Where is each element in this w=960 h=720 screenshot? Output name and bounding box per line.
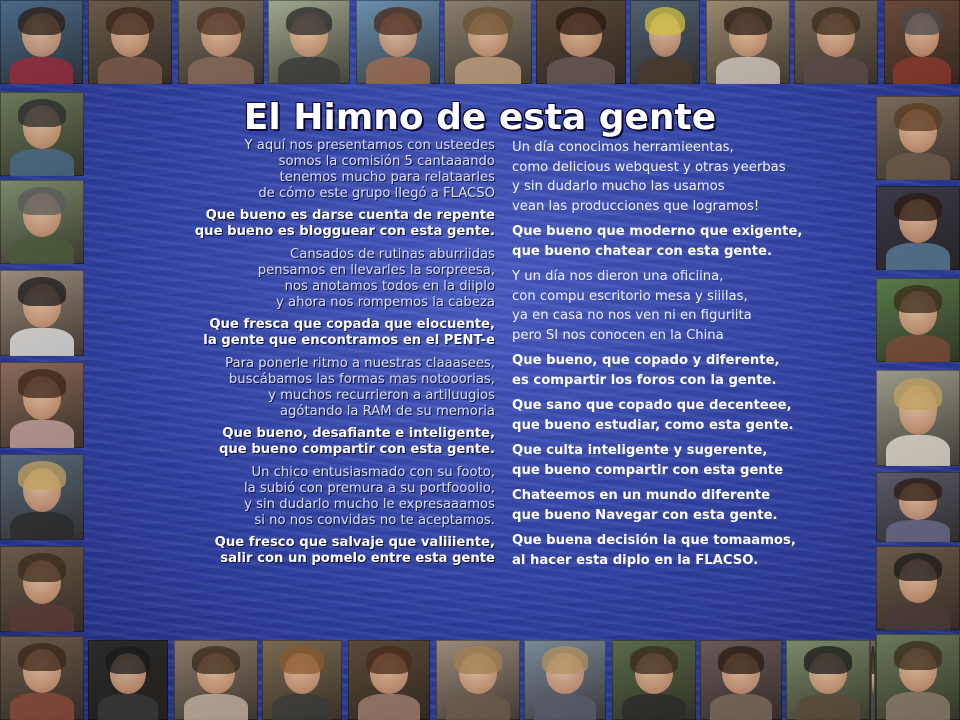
lyric-line: nos anotamos todos en la diiplo xyxy=(284,279,495,294)
photo-person-body xyxy=(446,694,510,720)
chorus-stanza xyxy=(130,535,495,567)
photo-bottom-6 xyxy=(436,640,520,720)
photo-person-hair xyxy=(192,646,239,673)
verse-stanza xyxy=(512,138,842,216)
photo-top-3 xyxy=(178,0,264,84)
photo-person-hair xyxy=(894,193,941,222)
lyric-line: Que fresco que salvaje que valiiiente, xyxy=(214,535,495,550)
chorus-stanza xyxy=(130,317,495,349)
lyric-line: vean las producciones que logramos! xyxy=(512,198,760,214)
photo-person-hair xyxy=(894,103,941,132)
lyric-line: pero SI nos conocen en la China xyxy=(512,327,724,343)
lyric-line: de cómo este grupo llegó a FLACSO xyxy=(258,186,495,201)
photo-person-hair xyxy=(197,7,245,36)
lyric-line: salir con un pomelo entre esta gente xyxy=(220,551,495,566)
lyric-line: Y aquí nos presentamos con usteedes xyxy=(244,138,495,153)
lyric-line: Para ponerle ritmo a nuestras claaasees, xyxy=(225,356,495,371)
lyric-line: que bueno estudiar, como esta gente. xyxy=(512,417,794,433)
photo-person-hair xyxy=(894,285,941,314)
photo-person-hair xyxy=(18,369,65,398)
lyric-line: pensamos en llevarles la sorpreesa, xyxy=(257,263,495,278)
photo-right-5 xyxy=(876,472,960,542)
photo-person-hair xyxy=(366,646,412,673)
photo-right-2 xyxy=(876,186,960,270)
lyric-line: Que bueno que moderno que exigente, xyxy=(512,224,803,239)
photo-person-hair xyxy=(18,7,64,36)
lyric-line: que bueno chatear con esta gente. xyxy=(512,243,772,259)
photo-bottom-4 xyxy=(262,640,342,720)
photo-person-hair xyxy=(894,553,941,582)
lyric-line: y muchos recurrieron a artiluugios xyxy=(268,388,495,403)
photo-person-body xyxy=(366,57,430,84)
verse-stanza xyxy=(130,356,495,420)
lyrics-right-column xyxy=(512,138,842,576)
photo-top-2 xyxy=(88,0,172,84)
photo-bottom-8 xyxy=(612,640,696,720)
photo-person-hair xyxy=(718,646,764,673)
photo-bottom-10 xyxy=(786,640,870,720)
lyric-line: con compu escritorio mesa y siiilas, xyxy=(512,288,748,304)
verse-stanza xyxy=(130,138,495,202)
lyric-line: Que fresca que copada que elocuente, xyxy=(209,317,495,332)
lyric-line: Chateemos en un mundo diferente xyxy=(512,488,771,503)
photo-person-hair xyxy=(894,378,941,411)
photo-left-3 xyxy=(0,270,84,356)
photo-person-body xyxy=(358,694,420,720)
photo-person-body xyxy=(534,694,596,720)
photo-bottom-3 xyxy=(174,640,258,720)
chorus-stanza xyxy=(512,351,842,390)
photo-person-body xyxy=(886,153,950,180)
chorus-stanza xyxy=(512,486,842,525)
photo-person-body xyxy=(716,57,780,84)
photo-top-7 xyxy=(536,0,626,84)
photo-person-hair xyxy=(106,646,151,673)
lyric-line: y sin dudarlo mucho le expresaaamos xyxy=(244,497,495,512)
photo-person-hair xyxy=(18,99,65,128)
photo-person-body xyxy=(188,57,253,84)
photo-person-body xyxy=(278,57,340,84)
photo-person-body xyxy=(10,420,74,448)
chorus-stanza xyxy=(512,531,842,570)
lyric-line: ya en casa no nos ven ni en figuriita xyxy=(512,308,752,323)
lyric-line: y ahora nos rompemos la cabeza xyxy=(276,295,495,310)
photo-person-hair xyxy=(18,277,65,306)
chorus-stanza xyxy=(130,426,495,458)
photo-left-5 xyxy=(0,454,84,540)
lyric-line: buscábamos las formas mas notooorias, xyxy=(228,372,495,387)
photo-person-hair xyxy=(630,646,677,673)
photo-left-2 xyxy=(0,180,84,264)
photo-person-hair xyxy=(894,641,941,670)
lyric-line: que bueno compartir con esta gente. xyxy=(218,442,495,457)
photo-person-body xyxy=(886,520,950,542)
lyric-line: la subió con premura a su portfooolio, xyxy=(243,481,495,496)
photo-person-hair xyxy=(901,7,944,36)
photo-person-hair xyxy=(280,646,325,673)
lyric-line: es compartir los foros con la gente. xyxy=(512,372,777,388)
photo-bottom-5 xyxy=(348,640,430,720)
lyric-line: que bueno compartir con esta gente xyxy=(512,462,784,478)
photo-person-body xyxy=(10,693,74,720)
lyric-line: Que buena decisión la que tomaamos, xyxy=(512,533,796,548)
photo-person-body xyxy=(272,694,333,720)
photo-top-1 xyxy=(0,0,83,84)
photo-person-hair xyxy=(18,553,65,582)
lyric-line: Y un día nos dieron una oficiina, xyxy=(512,269,724,284)
lyric-line: Que culta inteligente y sugerente, xyxy=(512,443,768,458)
photo-person-body xyxy=(10,604,74,632)
photo-person-body xyxy=(622,694,686,720)
lyric-line: Un día conocimos herramieentas, xyxy=(512,140,734,155)
photo-person-body xyxy=(804,57,868,84)
photo-person-body xyxy=(710,694,772,720)
photo-person-body xyxy=(10,149,74,176)
lyric-line: Que bueno, desafiante e inteligente, xyxy=(222,426,495,441)
photo-person-body xyxy=(871,694,876,720)
photo-person-hair xyxy=(18,643,65,672)
lyric-line: somos la comisión 5 cantaaando xyxy=(278,154,495,169)
chorus-stanza xyxy=(512,441,842,480)
photo-person-body xyxy=(886,692,950,720)
photo-top-11 xyxy=(884,0,960,84)
photo-person-hair xyxy=(556,7,606,36)
photo-person-hair xyxy=(542,646,588,673)
photo-right-3 xyxy=(876,278,960,362)
photo-person-hair xyxy=(871,646,874,673)
photo-top-6 xyxy=(444,0,532,84)
photo-person-hair xyxy=(18,461,65,490)
photo-bottom-1 xyxy=(0,636,84,720)
lyric-line: agótando la RAM de su memoria xyxy=(279,404,495,419)
photo-right-1 xyxy=(876,96,960,180)
verse-stanza xyxy=(130,465,495,529)
chorus-stanza xyxy=(512,396,842,435)
photo-top-8 xyxy=(630,0,700,84)
lyric-line: tenemos mucho para relataarles xyxy=(279,170,495,185)
lyric-line: la gente que encontramos en el PENT-e xyxy=(203,333,495,348)
photo-person-body xyxy=(10,328,74,356)
lyric-line: que bueno es blogguear con esta gente. xyxy=(194,224,495,239)
photo-person-body xyxy=(886,335,950,362)
photo-person-body xyxy=(184,694,248,720)
photo-person-body xyxy=(10,57,73,84)
photo-person-body xyxy=(98,694,159,720)
photo-person-body xyxy=(893,57,951,84)
photo-bottom-7 xyxy=(524,640,606,720)
lyrics-left-column xyxy=(130,138,495,574)
photo-person-body xyxy=(455,57,522,84)
verse-stanza xyxy=(130,247,495,311)
lyric-line: y sin dudarlo mucho las usamos xyxy=(512,179,725,194)
verse-stanza xyxy=(512,267,842,345)
photo-person-hair xyxy=(463,7,512,36)
photo-person-hair xyxy=(804,646,851,673)
photo-bottom-9 xyxy=(700,640,782,720)
photo-person-hair xyxy=(724,7,771,36)
lyric-line: Que bueno, que copado y diferente, xyxy=(512,353,780,368)
lyric-line: al hacer esta diplo en la FLACSO. xyxy=(512,552,759,568)
photo-bottom-2 xyxy=(88,640,168,720)
photo-person-body xyxy=(547,57,615,84)
photo-person-body xyxy=(98,57,162,84)
chorus-stanza xyxy=(130,208,495,240)
photo-top-9 xyxy=(706,0,790,84)
photo-person-body xyxy=(886,435,950,466)
photo-top-4 xyxy=(268,0,350,84)
photo-person-hair xyxy=(454,646,501,673)
photo-person-body xyxy=(886,603,950,630)
photo-left-6 xyxy=(0,546,84,632)
photo-right-7 xyxy=(876,634,960,720)
photo-top-10 xyxy=(794,0,878,84)
photo-person-body xyxy=(886,243,950,270)
lyric-line: Un chico entusiasmado con su footo, xyxy=(251,465,495,480)
photo-person-hair xyxy=(894,478,941,502)
photo-left-4 xyxy=(0,362,84,448)
lyric-line: Cansados de rutinas aburriidas xyxy=(290,247,495,262)
photo-person-hair xyxy=(286,7,332,36)
lyric-line: si no nos convidas no te aceptamos. xyxy=(254,513,495,528)
photo-person-body xyxy=(638,57,691,84)
photo-person-hair xyxy=(645,7,684,36)
photo-right-6 xyxy=(876,546,960,630)
photo-top-5 xyxy=(356,0,440,84)
page-title: El Himno de esta gente xyxy=(243,97,717,138)
lyric-line: como delicious webquest y otras yeerbas xyxy=(512,159,786,175)
photo-person-body xyxy=(10,237,74,264)
photo-person-hair xyxy=(374,7,421,36)
photo-person-body xyxy=(796,694,860,720)
photo-person-hair xyxy=(812,7,859,36)
lyric-line: que bueno Navegar con esta gente. xyxy=(512,507,778,523)
photo-person-hair xyxy=(106,7,153,36)
photo-person-hair xyxy=(18,187,65,216)
photo-right-4 xyxy=(876,370,960,466)
lyric-line: Que sano que copado que decenteee, xyxy=(512,398,792,413)
chorus-stanza xyxy=(512,222,842,261)
photo-bottom-11 xyxy=(870,640,876,720)
photo-left-1 xyxy=(0,92,84,176)
lyric-line: Que bueno es darse cuenta de repente xyxy=(205,208,495,223)
photo-person-body xyxy=(10,512,74,540)
